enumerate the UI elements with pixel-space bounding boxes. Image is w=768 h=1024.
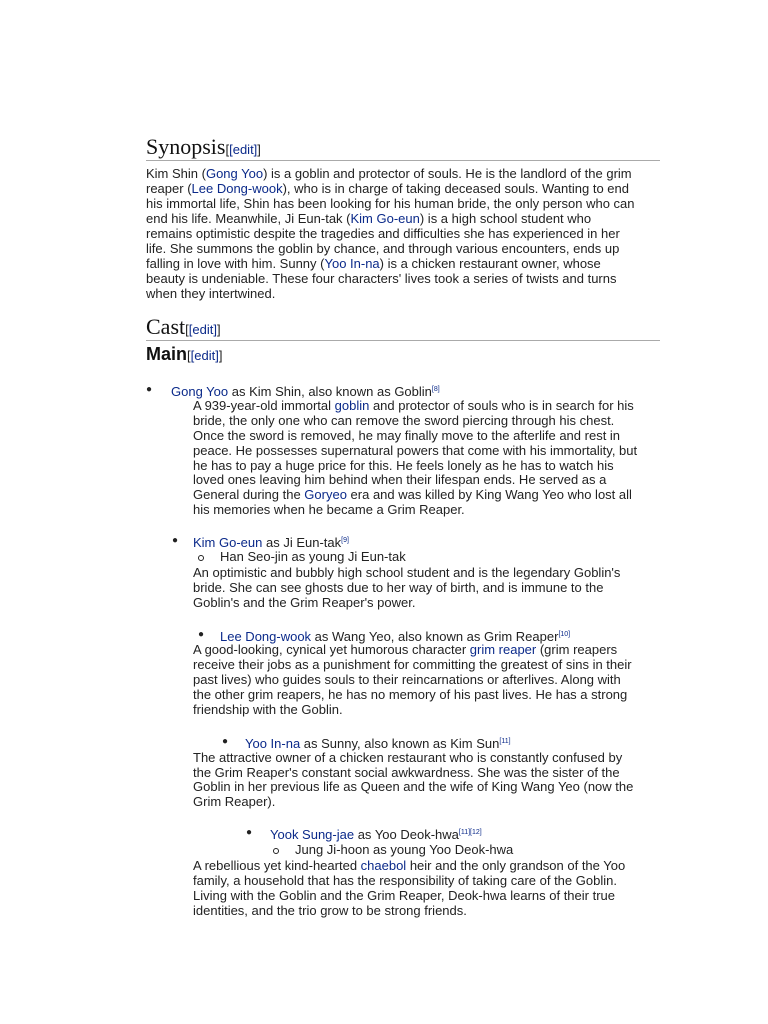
grim-reaper-link[interactable]: grim reaper — [469, 642, 537, 657]
bullet-icon: ● — [198, 629, 205, 640]
lee-dong-wook-link[interactable]: Lee Dong-wook — [191, 181, 283, 196]
cast-rule — [146, 340, 660, 341]
ref-link[interactable]: [10] — [558, 631, 571, 638]
cast-link-yook-sung-jae[interactable]: Yook Sung-jae — [270, 827, 355, 842]
ref-link[interactable]: [11][12] — [458, 829, 482, 836]
bullet-icon: ● — [222, 736, 229, 747]
ref-link[interactable]: [8] — [431, 386, 440, 393]
synopsis-edit-link[interactable]: [[edit]] — [225, 142, 261, 157]
circle-bullet-icon — [273, 848, 279, 854]
ref-link[interactable]: [11] — [499, 738, 511, 745]
synopsis-heading — [146, 134, 261, 160]
gong-yoo-link[interactable]: Gong Yoo — [205, 166, 264, 181]
bullet-icon: ● — [172, 535, 179, 546]
main-heading — [146, 344, 222, 365]
bullet-icon: ● — [246, 827, 253, 838]
cast-title: Cast — [146, 314, 186, 339]
cast-link-gong-yoo[interactable]: Gong Yoo — [171, 384, 229, 399]
circle-bullet-icon — [198, 555, 204, 561]
goblin-link[interactable]: goblin — [334, 398, 370, 413]
chaebol-link[interactable]: chaebol — [360, 858, 407, 873]
cast-link-lee-dong-wook[interactable]: Lee Dong-wook — [220, 629, 312, 644]
cast-link-kim-go-eun[interactable]: Kim Go-eun — [193, 535, 263, 550]
cast-heading — [146, 314, 221, 340]
cast-edit-link[interactable]: [[edit]] — [185, 322, 221, 337]
cast-link-yoo-in-na[interactable]: Yoo In-na — [245, 736, 301, 751]
main-title: Main — [146, 344, 188, 364]
synopsis-title: Synopsis — [146, 134, 226, 159]
yoo-in-na-link[interactable]: Yoo In-na — [324, 256, 380, 271]
synopsis-rule — [146, 160, 660, 161]
kim-go-eun-link[interactable]: Kim Go-eun — [350, 211, 420, 226]
bullet-icon: ● — [146, 384, 153, 395]
goryeo-link[interactable]: Goryeo — [304, 487, 347, 502]
ref-link[interactable]: [9] — [341, 537, 349, 544]
main-edit-link[interactable]: [[edit]] — [187, 348, 223, 363]
